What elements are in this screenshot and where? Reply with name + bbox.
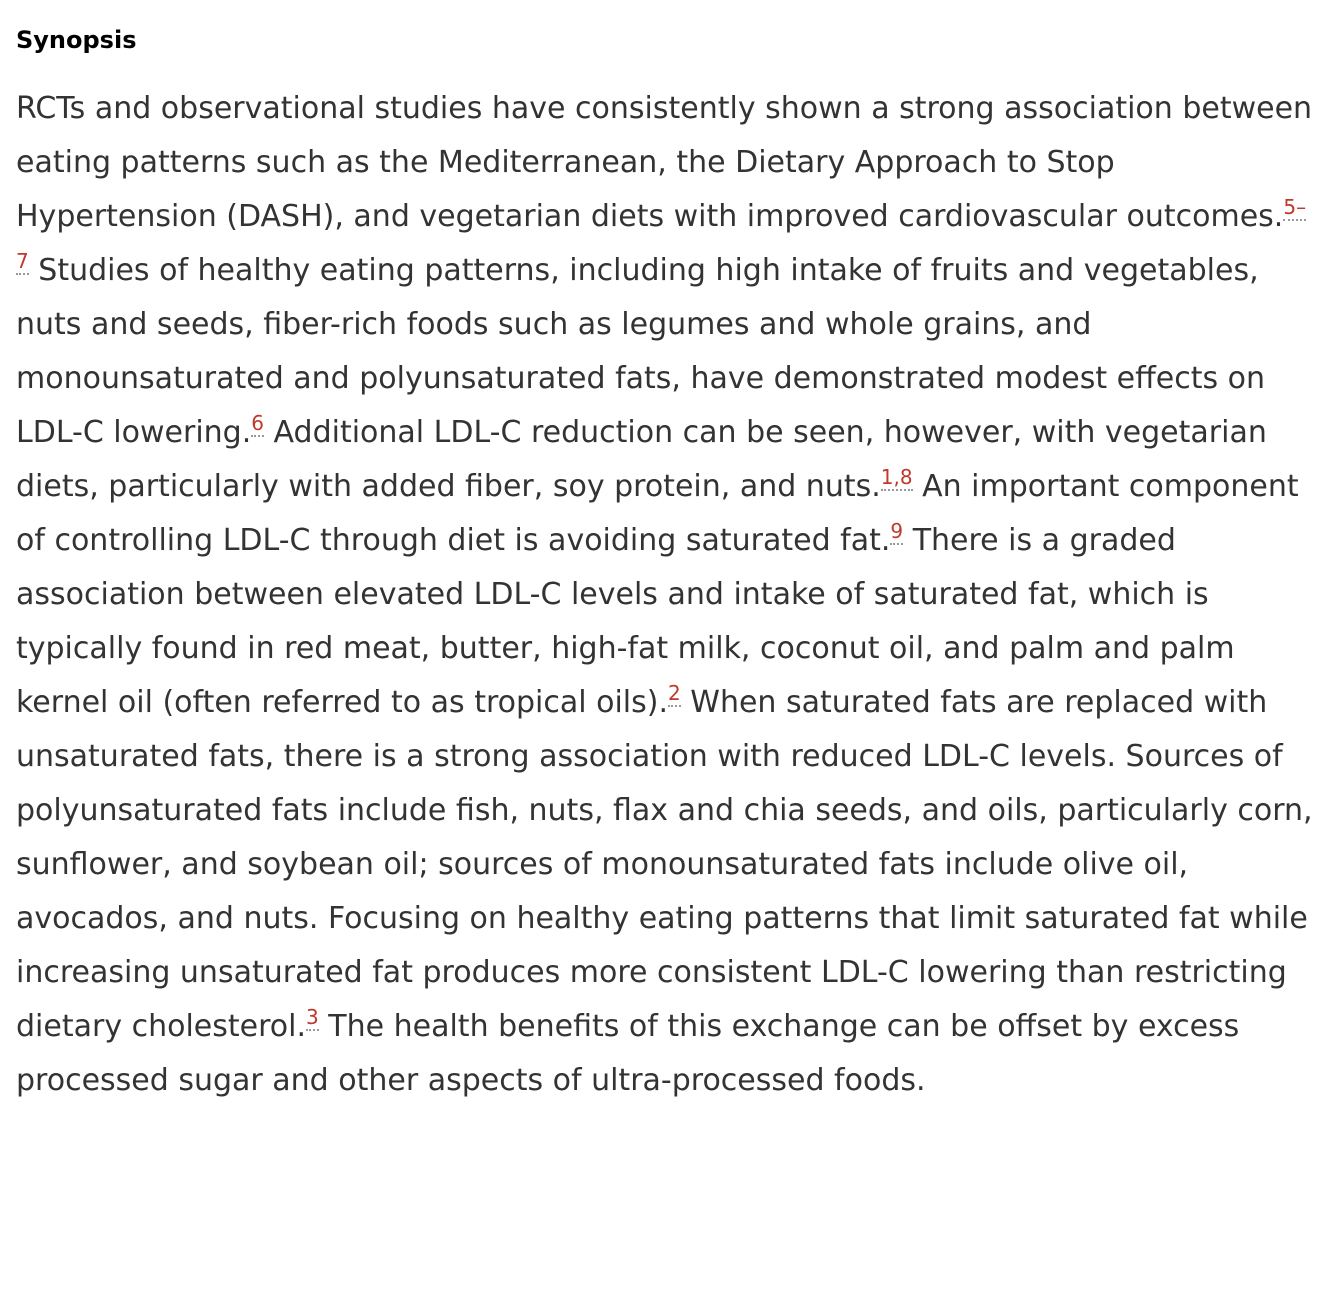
citation-link[interactable]: 3 — [306, 1005, 319, 1029]
citation-link[interactable]: 5–7 — [16, 195, 1307, 273]
citation-link[interactable]: 9 — [890, 519, 904, 543]
synopsis-paragraph — [16, 82, 1316, 1108]
paragraph-text: When saturated fats are replaced with unsaturated fats, there is a strong association with reduced LDL-C levels. Sources of polyunsaturated fats include fish, nuts, flax and chia seeds, and oils, particularly corn, sunflower, and soybean oil; sources of monounsaturated fats include olive oil, avocados, and nuts. Focusing on healthy eating patterns that limit saturated fat while increasing unsaturated fat produces more consistent LDL-C lowering than restricting dietary cholesterol. — [16, 685, 1313, 1044]
section-heading: Synopsis — [16, 26, 137, 54]
paragraph-text: RCTs and observational studies have consistently shown a strong association between eating patterns such as the Mediterranean, the Dietary Approach to Stop Hypertension (DASH), and vegetarian diets with improved cardiovascular outcomes. — [16, 91, 1313, 234]
paragraph-text: Studies of healthy eating patterns, including high intake of fruits and vegetables, nuts and seeds, fiber-rich foods such as legumes and whole grains, and monounsaturated and polyunsaturated fats, have demonstrated modest effects on LDL-C lowering. — [16, 253, 1266, 450]
paragraph-text: Additional LDL-C reduction can be seen, however, with vegetarian diets, particularly with added fiber, soy protein, and nuts. — [16, 415, 1267, 504]
citation-link[interactable]: 2 — [668, 681, 681, 705]
paragraph-text: An important component of controlling LDL-C through diet is avoiding saturated fat. — [16, 469, 1299, 558]
paragraph-text: The health benefits of this exchange can be offset by excess processed sugar and other aspects of ultra-processed foods. — [16, 1009, 1240, 1098]
article-section — [16, 0, 1316, 1108]
paragraph-text: There is a graded association between elevated LDL-C levels and intake of saturated fat, which is typically found in red meat, butter, high-fat milk, coconut oil, and palm and palm kernel oil (often referred to as tropical oils). — [16, 523, 1235, 720]
citation-link[interactable]: 1,8 — [880, 465, 913, 489]
citation-link[interactable]: 6 — [251, 411, 264, 435]
